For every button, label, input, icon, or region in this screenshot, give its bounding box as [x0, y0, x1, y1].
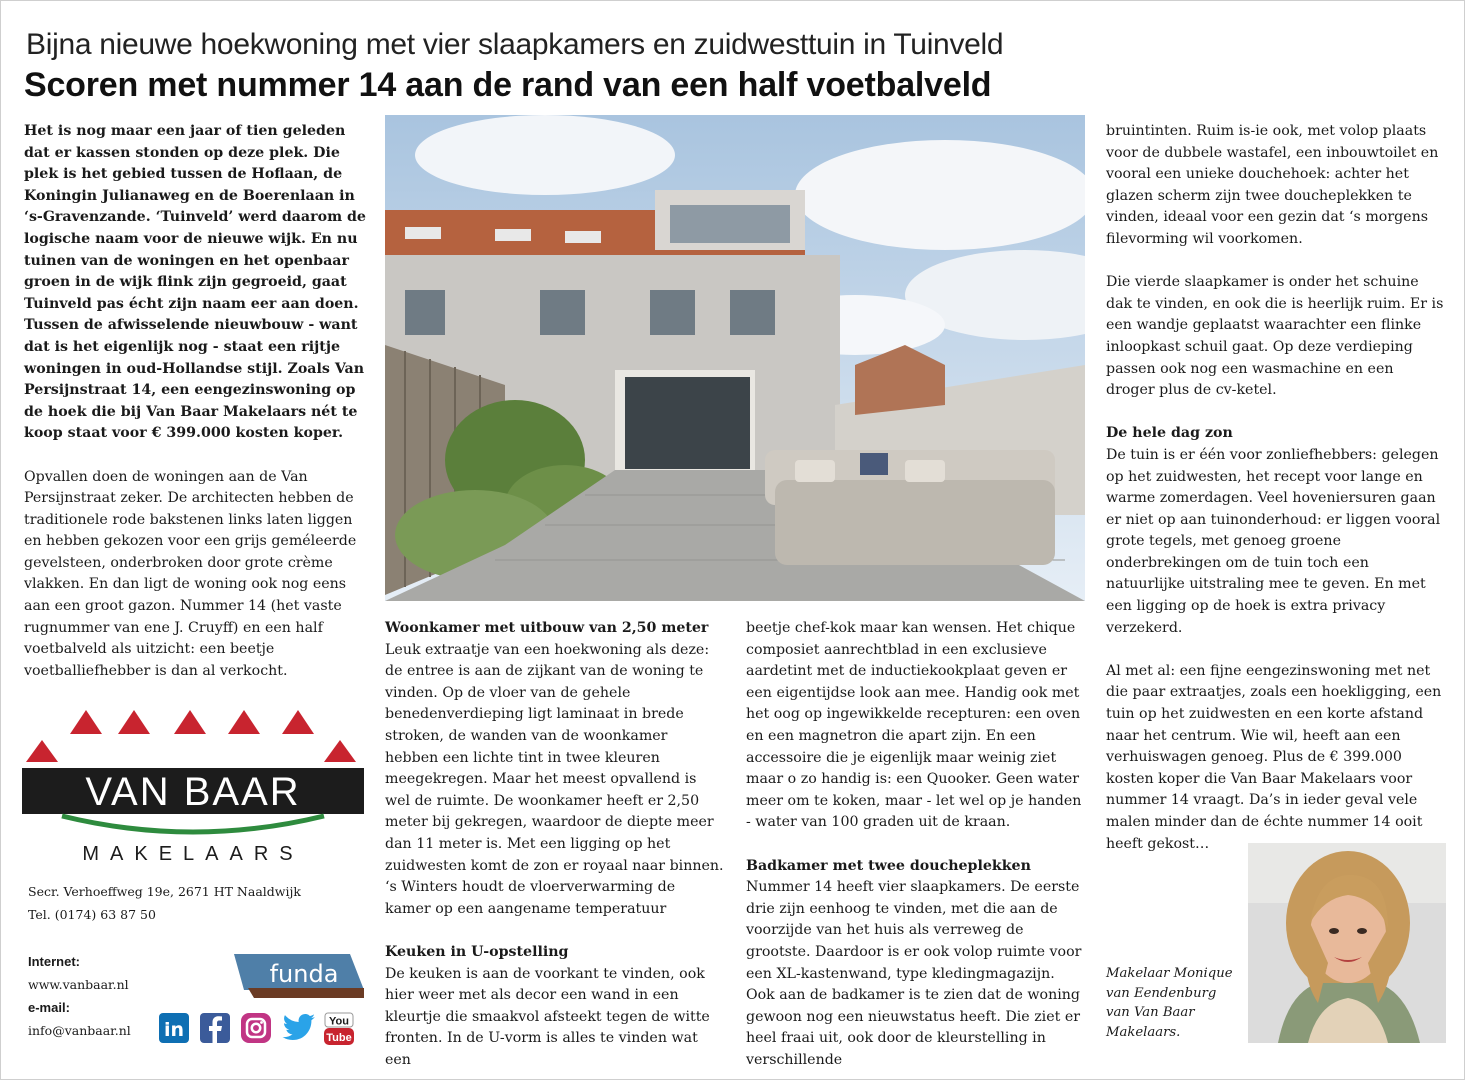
internet-label: Internet:: [28, 954, 80, 969]
youtube-icon[interactable]: [322, 1012, 354, 1044]
broker-portrait: [1248, 843, 1446, 1043]
facebook-icon[interactable]: [199, 1012, 231, 1044]
body-paragraph: Leuk extraatje van een hoekwoning als deze: de entree is aan de zijkant van de woning te vinden. Op de vloer van de gehele benedenverdieping ligt laminaat in brede stroken, de wanden van de woonkamer hebben een lichte tint in twee kleuren meegekregen. Maar het meest opvallend is wel de ruimte. De woonkamer heeft er 2,50 meter bij gekregen, waardoor de diepte meer dan 11 meter is. Met een ligging op het zuidwesten komt de zon er royaal naar binnen. ‘s Winters houdt de vloerverwarming de kamer op een aangename temperatuur: [385, 641, 724, 917]
column-3: [746, 618, 1086, 1071]
subheading-woonkamer: Woonkamer met uitbouw van 2,50 meter: [385, 620, 709, 636]
funda-logo[interactable]: [234, 950, 364, 1000]
email-label: e-mail:: [28, 1000, 70, 1015]
body-paragraph: Opvallen doen de woningen aan de Van Persijnstraat zeker. De architecten hebben de traditionele rode bakstenen links laten liggen en hebben gekozen voor een grijs geméleerde gevelsteen, onderbroken door grote crème vlakken. En dan ligt de woning ook nog eens aan een groot gazon. Nummer 14 (het vaste rugnummer van ene J. Cruyff) en een half voetbalveld als uitzicht: een beetje voetballiefhebber is dan al verkocht.: [24, 468, 357, 679]
body-paragraph: De tuin is er één voor zonliefhebbers: gelegen op het zuidwesten, het recept voor lange en warme zomerdagen. Veel hoveniersuren gaan er niet op aan tuinonderhoud: er liggen vooral grote tegels, met genoeg groene onderbrekingen om de tuin toch een natuurlijke uitstraling mee te geven. En met een ligging op de hoek is extra privacy verzekerd.: [1106, 446, 1441, 636]
phone: Tel. (0174) 63 87 50: [28, 907, 156, 922]
subheading-zon: De hele dag zon: [1106, 425, 1233, 442]
instagram-icon[interactable]: [240, 1012, 272, 1044]
column-4: [1106, 121, 1446, 855]
body-paragraph: Nummer 14 heeft vier slaapkamers. De eerste drie zijn eenhoog te vinden, met die aan de voorzijde van het huis als verreweg de grootste. Daardoor is er ook volop ruimte voor een XL-kastenwand, type kledingmagazijn. Ook aan de badkamer is te zien dat de woning gewoon nog een nieuwstatus heeft. Die ziet er heel fraai uit, ook door de kleurstelling in verschillende: [746, 879, 1082, 1068]
article-headline: Scoren met nummer 14 aan de rand van een half voetbalveld: [24, 66, 992, 104]
linkedin-text: in: [163, 1019, 185, 1041]
article-kicker: Bijna nieuwe hoekwoning met vier slaapkamers en zuidwesttuin in Tuinveld: [26, 28, 1004, 61]
column-1: [24, 121, 369, 682]
logo-text-bottom: MAKELAARS: [82, 843, 304, 865]
body-paragraph: De keuken is aan de voorkant te vinden, ook hier weer met als decor een wand in een kleurtje die smaakvol afsteekt tegen de witte fronten. In de U-vorm is alles te vinden wat een: [385, 965, 710, 1068]
linkedin-icon[interactable]: [158, 1012, 190, 1044]
intro-paragraph: Het is nog maar een jaar of tien geleden dat er kassen stonden op deze plek. Die plek is het gebied tussen de Hoflaan, de Koningin Julianaweg en de Boerenlaan in ‘s-Gravenzande. ‘Tuinveld’ werd daarom de logische naam voor de nieuwe wijk. En nu tuinen van de woningen en het openbaar groen in de wijk flink zijn gegroeid, gaat Tuinveld pas écht zijn naam eer aan doen. Tussen de afwisselende nieuwbouw - want dat is het eigenlijk nog - staat een rijtje woningen in oud-Hollandse stijl. Zoals Van Persijnstraat 14, een eengezinswoning op de hoek die bij Van Baar Makelaars nét te koop staat voor € 399.000 kosten koper.: [24, 123, 366, 442]
address: Secr. Verhoeffweg 19e, 2671 HT Naaldwijk: [28, 884, 301, 899]
twitter-icon[interactable]: [281, 1012, 313, 1044]
funda-text: funda: [269, 960, 339, 988]
social-icons: [158, 1012, 368, 1050]
body-paragraph: Al met al: een fijne eengezinswoning met net die paar extraatjes, zoals een hoekligging, een tuin op het zuidwesten en een korte afstand naar het centrum. Wie wil, heeft aan een verhuiswagen genoeg. Plus de € 399.000 kosten koper die Van Baar Makelaars voor nummer 14 vraagt. Da’s in ieder geval vele malen minder dan de échte nummer 14 ooit heeft gekost…: [1106, 662, 1442, 852]
website-link[interactable]: www.vanbaar.nl: [28, 977, 129, 992]
youtube-text-top: You: [329, 1015, 349, 1028]
portrait-caption: Makelaar Monique van Eendenburg van Van Baar Makelaars.: [1106, 966, 1233, 1040]
email-link[interactable]: info@vanbaar.nl: [28, 1023, 131, 1038]
body-paragraph: bruintinten. Ruim is-ie ook, met volop plaats voor de dubbele wastafel, een inbouwtoilet en vooral een unieke douchehoek: achter het glazen scherm zijn twee doucheplekken te vinden, ideaal voor een gezin dat ‘s morgens filevorming wil voorkomen.: [1106, 123, 1439, 247]
subheading-badkamer: Badkamer met twee doucheplekken: [746, 857, 1031, 874]
van-baar-logo: [22, 710, 364, 870]
logo-text-top: VAN BAAR: [85, 770, 301, 814]
subheading-keuken: Keuken in U-opstelling: [385, 943, 569, 960]
house-photo: [385, 115, 1085, 601]
body-paragraph: beetje chef-kok maar kan wensen. Het chique composiet aanrechtblad in een exclusieve aardetint met de inductiekookplaat geven er een eigentijdse look aan mee. Handig ook met het oog op ingewikkelde recepturen: een oven en een magnetron die apart zijn. En een accessoire die je eigenlijk maar weinig ziet maar o zo handig is: een Quooker. Geen water meer om te koken, maar - let wel op je handen - water van 100 graden uit de kraan.: [746, 620, 1082, 831]
column-2: [385, 618, 725, 1071]
youtube-text-bottom: Tube: [326, 1032, 352, 1044]
body-paragraph: Die vierde slaapkamer is onder het schuine dak te vinden, en ook die is heerlijk ruim. Er is een wandje geplaatst waarachter een flinke inloopkast schuil gaat. Op deze verdieping passen ook nog een wasmachine en een droger plus de cv-ketel.: [1106, 274, 1444, 399]
